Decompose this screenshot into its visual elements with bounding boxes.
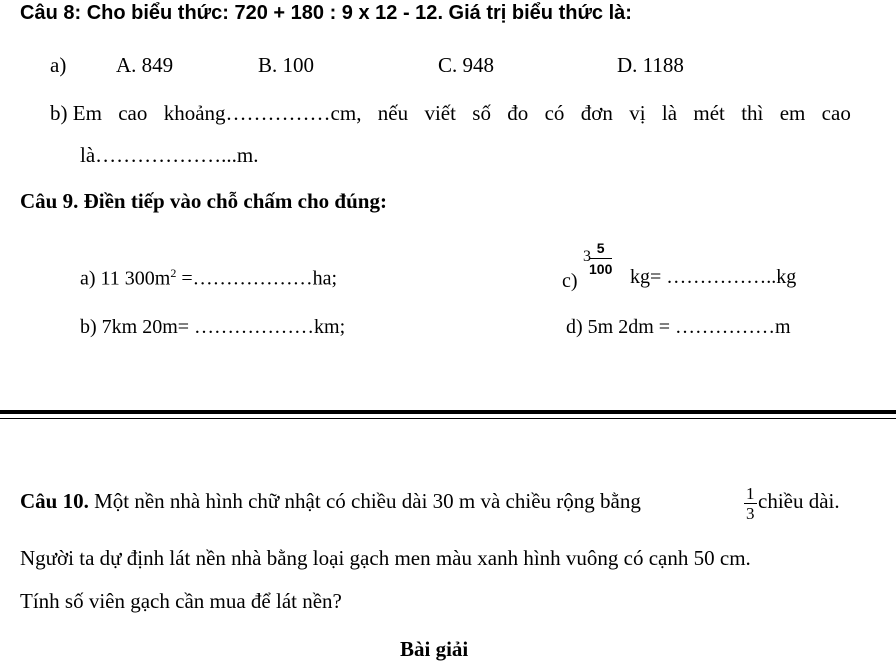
q8a-option-a: A. 849 [116, 53, 174, 77]
q8a-option-b: B. 100 [258, 53, 315, 77]
q9-item-a: a) 11 $300m^2$ =………………ha; [80, 266, 338, 290]
q8b-line1: b) Em cao khoảng……………cm, nếu viết số đo có đơn vị là mét thì em cao [50, 101, 851, 125]
q8a-label: a) [50, 53, 67, 77]
q8-label: Câu 8: [20, 2, 82, 24]
q8a-option-c: C. 948 [438, 53, 495, 77]
q9-item-c-whole: 3 [583, 248, 591, 265]
q9-item-c-rest: kg= ……………..kg [630, 266, 797, 288]
q9-item-d: d) 5m 2dm = ……………m [566, 316, 791, 338]
separator-rule-thin [0, 418, 896, 419]
q9-item-b: b) 7km 20m= ………………km; [80, 316, 346, 338]
q10-line1-end: chiều dài. [758, 489, 840, 513]
q8-suffix: . Giá trị biểu thức là: [437, 2, 632, 24]
q9-item-c-fraction: $\frac{5}{100}$ [589, 240, 613, 277]
q8-prompt: Cho biểu thức: [86, 2, 229, 24]
q10-label: Câu 10. [20, 489, 89, 513]
separator-rule-thick [0, 410, 896, 414]
q9-title: Câu 9. Điền tiếp vào chỗ chấm cho đúng: [20, 189, 387, 213]
q10-solution-heading: Bài giải [400, 637, 469, 661]
q10-fraction: $\frac{1}{3}$ [746, 484, 755, 523]
q8b-line2: là………………...m. [80, 143, 259, 167]
q8-expression: 720 + 180 : 9 x 12 - 12 [234, 2, 438, 24]
q10-line2: Người ta dự định lát nền nhà bằng loại gạch men màu xanh hình vuông có cạnh 50 cm. [20, 546, 751, 570]
q9-item-c-label: c) [562, 270, 578, 292]
q10-line3: Tính số viên gạch cần mua để lát nền? [20, 589, 342, 613]
q8a-option-d: D. 1188 [617, 53, 684, 77]
q10-line1: Câu 10. Một nền nhà hình chữ nhật có chiều dài 30 m và chiều rộng bằng [20, 489, 641, 513]
q8-header [20, 2, 632, 25]
